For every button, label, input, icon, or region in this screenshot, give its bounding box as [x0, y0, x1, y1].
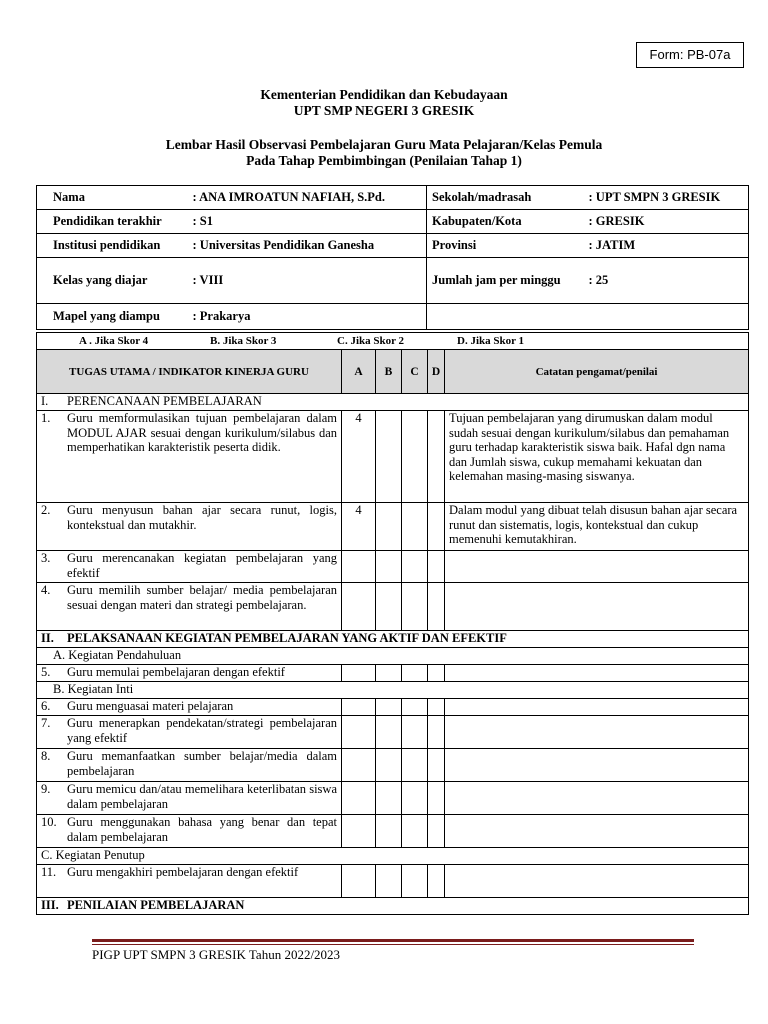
teacher-info-table	[36, 185, 749, 330]
item-7-text-cell	[37, 716, 342, 749]
table-row	[37, 782, 749, 815]
mapel-empty-cell	[427, 304, 749, 330]
item-10-score-a[interactable]	[342, 815, 376, 848]
section-1-number: I.	[41, 394, 49, 408]
scale-legend-row	[37, 333, 749, 350]
table-row	[37, 551, 749, 583]
item-6-score-d[interactable]	[428, 699, 445, 716]
item-8-score-c[interactable]	[402, 749, 428, 782]
item-number: 11.	[41, 865, 57, 879]
item-3-text-cell	[37, 551, 342, 583]
item-number: 5.	[41, 665, 51, 679]
scale-c: C. Jika Skor 2	[337, 334, 405, 347]
item-7-score-c[interactable]	[402, 716, 428, 749]
task-column-header: TUGAS UTAMA / INDIKATOR KINERJA GURU	[37, 350, 342, 394]
provinsi-value: : JATIM	[585, 234, 749, 258]
item-9-note[interactable]	[445, 782, 749, 815]
item-number: 3.	[41, 551, 51, 565]
item-4-score-d[interactable]	[428, 583, 445, 631]
subsection-row	[37, 648, 749, 665]
item-7-note[interactable]	[445, 716, 749, 749]
item-10-text-cell	[37, 815, 342, 848]
item-4-text-cell	[37, 583, 342, 631]
item-9-score-c[interactable]	[402, 782, 428, 815]
item-1-text-cell	[37, 411, 342, 503]
scale-legend	[37, 333, 749, 350]
footer-divider-thin	[92, 944, 694, 945]
item-7-score-d[interactable]	[428, 716, 445, 749]
item-11-score-d[interactable]	[428, 865, 445, 898]
kabupaten-value: : GRESIK	[585, 210, 749, 234]
item-number: 6.	[41, 699, 51, 713]
item-text: Guru memicu dan/atau memelihara keterlibatan siswa dalam pembelajaran	[67, 782, 337, 811]
item-10-score-c[interactable]	[402, 815, 428, 848]
section-2-number: II.	[41, 631, 54, 645]
kelas-label: Kelas yang diajar	[37, 258, 189, 304]
scale-b: B. Jika Skor 3	[210, 334, 277, 347]
nama-label: Nama	[37, 186, 189, 210]
section-row	[37, 898, 749, 915]
section-2-title: PELAKSANAAN KEGIATAN PEMBELAJARAN YANG AKTIF DAN EFEKTIF	[67, 631, 507, 645]
item-8-note[interactable]	[445, 749, 749, 782]
item-text: Guru menyusun bahan ajar secara runut, logis, kontekstual dan mutakhir.	[67, 503, 337, 532]
form-code-box: Form: PB-07a	[636, 42, 744, 68]
item-text: Guru merencanakan kegiatan pembelajaran yang efektif	[67, 551, 337, 580]
item-11-score-a[interactable]	[342, 865, 376, 898]
item-text: Guru menguasai materi pelajaran	[67, 699, 234, 713]
item-number: 4.	[41, 583, 51, 597]
item-1-score-d[interactable]	[428, 411, 445, 503]
ministry-heading: Kementerian Pendidikan dan Kebudayaan	[260, 87, 508, 102]
item-1-score-a[interactable]: 4	[342, 411, 376, 503]
document-title-line2: Pada Tahap Pembimbingan (Penilaian Tahap 1)	[246, 153, 522, 168]
section-1-title: PERENCANAAN PEMBELAJARAN	[67, 394, 262, 408]
subsection-b: B. Kegiatan Inti	[37, 682, 749, 699]
item-9-text-cell	[37, 782, 342, 815]
institusi-value: : Universitas Pendidikan Ganesha	[189, 234, 427, 258]
subsection-row	[37, 682, 749, 699]
item-text: Guru memformulasikan tujuan pembelajaran dalam MODUL AJAR sesuai dengan kurikulum/silabus dan memperhatikan karakteristik peserta didik.	[67, 411, 337, 454]
item-1-note[interactable]: Tujuan pembelajaran yang dirumuskan dalam modul sudah sesuai dengan kurikulum/silabus dan pemahaman guru terhadap karakteristik siswa baik. Hafal dgn nama dan Jumlah siswa, cukup memahami kekuatan dan kelemahan masing-masing siswanya.	[445, 411, 749, 503]
col-c-header: C	[402, 350, 428, 394]
table-row	[37, 411, 749, 503]
mapel-value: : Prakarya	[189, 304, 427, 330]
item-8-text-cell	[37, 749, 342, 782]
info-row-nama	[37, 186, 749, 210]
item-8-score-d[interactable]	[428, 749, 445, 782]
info-row-pendidikan	[37, 210, 749, 234]
item-5-score-c[interactable]	[402, 665, 428, 682]
table-row	[37, 699, 749, 716]
item-text: Guru mengakhiri pembelajaran dengan efektif	[67, 865, 299, 879]
item-4-score-c[interactable]	[402, 583, 428, 631]
item-5-score-a[interactable]	[342, 665, 376, 682]
document-title-line1: Lembar Hasil Observasi Pembelajaran Guru Mata Pelajaran/Kelas Pemula	[165, 137, 603, 152]
table-header-row	[37, 350, 749, 394]
item-3-score-d[interactable]	[428, 551, 445, 583]
scale-d: D. Jika Skor 1	[457, 334, 525, 347]
subsection-a: A. Kegiatan Pendahuluan	[37, 648, 749, 665]
item-1-score-b[interactable]	[376, 411, 402, 503]
item-3-score-c[interactable]	[402, 551, 428, 583]
item-1-score-c[interactable]	[402, 411, 428, 503]
item-6-note[interactable]	[445, 699, 749, 716]
subsection-c: C. Kegiatan Penutup	[37, 848, 749, 865]
item-3-score-b[interactable]	[376, 551, 402, 583]
nama-value: : ANA IMROATUN NAFIAH, S.Pd.	[189, 186, 427, 210]
section-1	[37, 394, 749, 411]
col-a-header: A	[342, 350, 376, 394]
info-row-institusi	[37, 234, 749, 258]
item-text: Guru memilih sumber belajar/ media pembelajaran sesuai dengan materi dan strategi pembelajaran.	[67, 583, 337, 612]
item-8-score-b[interactable]	[376, 749, 402, 782]
section-2	[37, 631, 749, 648]
item-5-score-d[interactable]	[428, 665, 445, 682]
item-11-note[interactable]	[445, 865, 749, 898]
notes-column-header: Catatan pengamat/penilai	[445, 350, 749, 394]
item-4-note[interactable]	[445, 583, 749, 631]
kelas-value: : VIII	[189, 258, 427, 304]
info-row-mapel	[37, 304, 749, 330]
section-3-title: PENILAIAN PEMBELAJARAN	[67, 898, 245, 912]
scale-a: A . Jika Skor 4	[79, 334, 149, 347]
item-9-score-d[interactable]	[428, 782, 445, 815]
item-text: Guru menerapkan pendekatan/strategi pembelajaran yang efektif	[67, 716, 337, 745]
item-number: 1.	[41, 411, 51, 425]
table-row	[37, 665, 749, 682]
item-9-score-a[interactable]	[342, 782, 376, 815]
item-3-score-a[interactable]	[342, 551, 376, 583]
footer-divider-thick	[92, 939, 694, 942]
item-text: Guru menggunakan bahasa yang benar dan tepat dalam pembelajaran	[67, 815, 337, 844]
item-7-score-b[interactable]	[376, 716, 402, 749]
table-row	[37, 815, 749, 848]
item-10-note[interactable]	[445, 815, 749, 848]
item-5-text-cell	[37, 665, 342, 682]
item-text: Guru memulai pembelajaran dengan efektif	[67, 665, 285, 679]
footer-text: PIGP UPT SMPN 3 GRESIK Tahun 2022/2023	[92, 947, 341, 962]
item-text: Guru memanfaatkan sumber belajar/media dalam pembelajaran	[67, 749, 337, 778]
item-number: 10.	[41, 815, 57, 829]
item-6-score-c[interactable]	[402, 699, 428, 716]
section-3-number: III.	[41, 898, 59, 912]
item-7-score-a[interactable]	[342, 716, 376, 749]
item-5-score-b[interactable]	[376, 665, 402, 682]
item-number: 2.	[41, 503, 51, 517]
item-6-score-a[interactable]	[342, 699, 376, 716]
item-11-score-c[interactable]	[402, 865, 428, 898]
section-row	[37, 394, 749, 411]
institusi-label: Institusi pendidikan	[37, 234, 189, 258]
item-2-score-d[interactable]	[428, 503, 445, 551]
item-11-score-b[interactable]	[376, 865, 402, 898]
item-4-score-b[interactable]	[376, 583, 402, 631]
item-number: 9.	[41, 782, 51, 796]
kabupaten-label: Kabupaten/Kota	[427, 210, 585, 234]
sekolah-label: Sekolah/madrasah	[427, 186, 585, 210]
item-2-note[interactable]: Dalam modul yang dibuat telah disusun bahan ajar secara runut dan sistematis, logis, kontekstual dan cukup memenuhi kemutakhiran.	[445, 503, 749, 551]
item-8-score-a[interactable]	[342, 749, 376, 782]
jam-value: : 25	[585, 258, 749, 304]
item-10-score-d[interactable]	[428, 815, 445, 848]
pendidikan-value: : S1	[189, 210, 427, 234]
item-3-note[interactable]	[445, 551, 749, 583]
item-2-score-c[interactable]	[402, 503, 428, 551]
mapel-label: Mapel yang diampu	[37, 304, 189, 330]
table-row	[37, 749, 749, 782]
table-row	[37, 716, 749, 749]
item-4-score-a[interactable]	[342, 583, 376, 631]
school-heading: UPT SMP NEGERI 3 GRESIK	[293, 103, 475, 118]
subsection-row	[37, 848, 749, 865]
table-row	[37, 865, 749, 898]
section-row	[37, 631, 749, 648]
item-2-score-a[interactable]: 4	[342, 503, 376, 551]
table-row	[37, 583, 749, 631]
sekolah-value: : UPT SMPN 3 GRESIK	[585, 186, 749, 210]
item-2-text-cell	[37, 503, 342, 551]
item-10-score-b[interactable]	[376, 815, 402, 848]
item-6-text-cell	[37, 699, 342, 716]
section-3	[37, 898, 749, 915]
item-number: 7.	[41, 716, 51, 730]
item-11-text-cell	[37, 865, 342, 898]
item-5-note[interactable]	[445, 665, 749, 682]
col-d-header: D	[428, 350, 445, 394]
provinsi-label: Provinsi	[427, 234, 585, 258]
item-9-score-b[interactable]	[376, 782, 402, 815]
observation-table	[36, 332, 749, 915]
item-number: 8.	[41, 749, 51, 763]
table-row	[37, 503, 749, 551]
pendidikan-label: Pendidikan terakhir	[37, 210, 189, 234]
item-6-score-b[interactable]	[376, 699, 402, 716]
col-b-header: B	[376, 350, 402, 394]
item-2-score-b[interactable]	[376, 503, 402, 551]
jam-label: Jumlah jam per minggu	[427, 258, 585, 304]
info-row-kelas	[37, 258, 749, 304]
